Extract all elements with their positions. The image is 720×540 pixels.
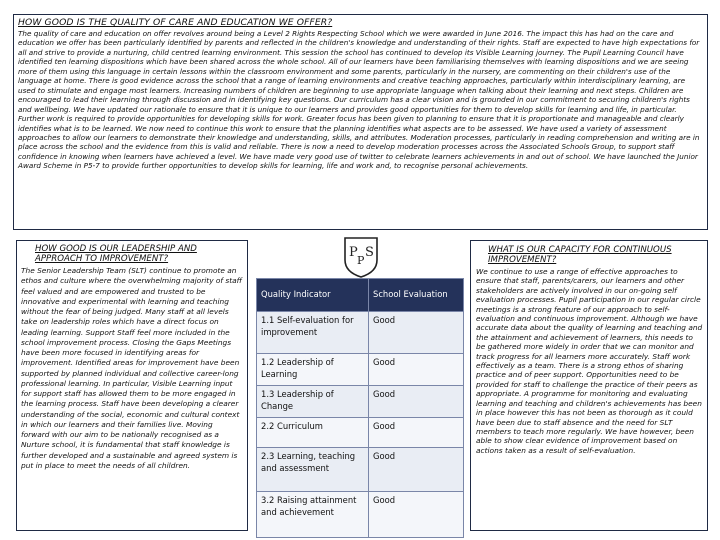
evaluation-cell: Good: [369, 386, 464, 418]
table-header-row: [257, 279, 464, 312]
evaluation-cell: Good: [369, 418, 464, 448]
school-logo: [343, 236, 379, 278]
quality-indicator-table: [256, 278, 464, 538]
indicator-cell: 2.2 Curriculum: [257, 418, 369, 448]
capacity-heading: WHAT IS OUR CAPACITY FOR CONTINUOUS IMPROVEMENT?: [488, 245, 672, 265]
logo-letter-p2: P: [357, 254, 365, 267]
evaluation-cell: Good: [369, 354, 464, 386]
indicator-cell: 3.2 Raising attainment and achievement: [257, 492, 369, 538]
capacity-text: We continue to use a range of effective approaches to ensure that staff, parents/carers, our learners and other stakeholders are actively involved in our on-going self evaluation processes. Pupil participation in our regular circle meetings is a strong feature of our approach to self-evaluation and continuous improvement. Although we have accurate data about the quality of learning and teaching and the attainment and achievement of learners, this needs to be gathered more widely in order that we can monitor and track progress for all learners more accurately. Staff work effectively as a team. There is a strong ethos of sharing practice and of peer support. Opportunities need to be provided for staff to challenge the practice of their peers as appropriate. A programme for monitoring and evaluating learning and teaching and children's achievements has been in place however this has not been as thorough as it could have been due to staff absence and the need for SLT members to teach more regularly. We have however, been able to show clear evidence of improvement based on actions taken as a result of self-evaluation.: [476, 267, 703, 455]
care-education-text: The quality of care and education on offer revolves around being a Level 2 Rights Respecting School which we were awarded in June 2016. The impact this has had on the care and education we offer has been particularly identified by parents and reflected in the children's knowledge and understanding of their rights. Staff are expected to have high expectations for all and strive to provide a nurturing, child centred learning environment. This session the school has continued to develop its Visible Learning journey. The Pupil Learning Council have identified ten learning dispositions which have been shared across the whole school. All of our learners have been familiarising themselves with learning dispositions and we are seeing more of them using this language in certain lessons within the classroom environment and some parents, particularly in the nursery, are commenting on their children's use of the language at home. There is good evidence across the school that a range of learning environments and creative teaching approaches, particularly within interdisciplinary learning, are used to stimulate and engage most learners. Increasing numbers of children are beginning to use appropriate language when talking about their learning and next steps. Children are encouraged to lead their learning through discussion and in identifying key questions. Our curriculum has a clear vision and is grounded in our commitment to securing children's rights and wellbeing. We have updated our rationale to ensure that it is unique to our learners and provides good opportunities for them to develop skills for learning and life, in particular. Further work is required to provide opportunities for developing skills for work. Greater focus has been given to planning to ensure that it is proportionate and manageable and clearly identifies what is to be learned. We now need to continue this work to ensure that the planning identifies what aspects are to be assessed. We have used a variety of assessment approaches to allow our learners to demonstrate their knowledge and understanding, skills, and attributes. Moderation processes, particularly in reading comprehension and writing are in place across the school and the evidence from this is valid and reliable. There is now a need to develop moderation processes across the Associated Schools Group, to support staff confidence in knowing when learners have achieved a level. We have made very good use of twitter to celebrate learners achievements in and out of school. We have launched the Junior Award Scheme in P5-7 to provide further opportunities to develop skills for learning, life and work and, to recognise personal achievements.: [18, 29, 700, 171]
indicator-cell: 1.2 Leadership of Learning: [257, 354, 369, 386]
table-row: [257, 386, 464, 418]
leadership-heading: HOW GOOD IS OUR LEADERSHIP AND APPROACH TO IMPROVEMENT?: [35, 244, 197, 264]
capacity-section: [470, 240, 708, 531]
care-education-heading: HOW GOOD IS THE QUALITY OF CARE AND EDUCATION WE OFFER?: [18, 17, 333, 28]
indicator-cell: 1.3 Leadership of Change: [257, 386, 369, 418]
evaluation-cell: Good: [369, 492, 464, 538]
header-quality-indicator: Quality Indicator: [257, 279, 369, 312]
leadership-section: [16, 240, 248, 531]
indicator-cell: 2.3 Learning, teaching and assessment: [257, 448, 369, 492]
school-crest-icon: [343, 236, 379, 278]
table-row: [257, 418, 464, 448]
table-row: [257, 492, 464, 538]
leadership-text: The Senior Leadership Team (SLT) continue to promote an ethos and culture where the overwhelming majority of staff feel valued and are empowered and trusted to be innovative and experimental with learning and teaching without the fear of being judged. Many staff at all levels take on leadership roles which have a direct focus on leading learning. Support Staff feel more included in the school improvement process. Closing the Gaps Meetings have been more focused in identifying areas for improvement. Identified areas for improvement have been supported by planned individual and collective career-long professional learning. In particular, Visible Learning input for support staff has allowed them to be more engaged in the learning process. Staff have been developing a clearer understanding of the social, economic and cultural context in which our learners and their families live. Moving forward with our aim to be nationally recognised as a Nurture school, it is fundamental that staff knowledge is further developed and a sustainable and agreed system is put in place to meet the needs of all children.: [21, 266, 242, 470]
indicator-cell: 1.1 Self-evaluation for improvement: [257, 312, 369, 354]
table-row: [257, 312, 464, 354]
evaluation-cell: Good: [369, 448, 464, 492]
table-row: [257, 448, 464, 492]
logo-letter-s: S: [365, 245, 374, 260]
evaluation-cell: Good: [369, 312, 464, 354]
header-school-evaluation: School Evaluation: [369, 279, 464, 312]
care-education-section: [13, 14, 708, 230]
table-row: [257, 354, 464, 386]
logo-letter-p1: P: [349, 245, 358, 260]
